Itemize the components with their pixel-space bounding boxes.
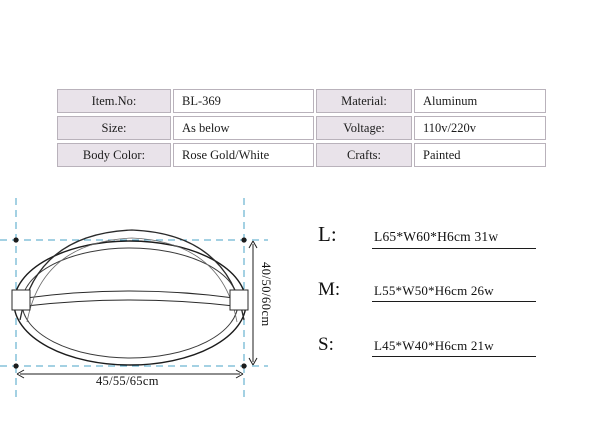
item-no-value: BL-369 [173,89,314,113]
size-options-list [318,222,588,387]
lamp-left-mount [12,290,30,310]
size-option-large [318,222,588,277]
size-small-value: L45*W40*H6cm 21w [374,338,494,353]
voltage-label: Voltage: [316,116,412,140]
product-technical-drawing [0,198,300,398]
size-medium-underline [372,301,536,302]
crafts-value: Painted [414,143,546,167]
material-value: Aluminum [414,89,546,113]
body-color-label: Body Color: [57,143,171,167]
size-medium-value: L55*W50*H6cm 26w [374,283,494,298]
lamp-outer-ellipse [14,241,246,365]
size-small-key: S: [318,334,334,355]
size-large-key: L: [318,222,337,246]
height-dimension-label: 40/50/60cm [259,262,273,327]
size-value: As below [173,116,314,140]
size-small-underline [372,356,536,357]
width-dimension-label: 45/55/65cm [96,374,159,388]
size-label: Size: [57,116,171,140]
size-large-underline [372,248,536,249]
size-option-medium [318,277,588,332]
height-dimension-arrow [249,241,257,365]
size-medium-key: M: [318,279,341,300]
item-no-label: Item.No: [57,89,171,113]
size-large-value: L65*W60*H6cm 31w [374,229,499,244]
material-label: Material: [316,89,412,113]
crafts-label: Crafts: [316,143,412,167]
lamp-right-mount [230,290,248,310]
voltage-value: 110v/220v [414,116,546,140]
body-color-value: Rose Gold/White [173,143,314,167]
table-row [57,143,546,167]
table-row [57,89,546,113]
size-option-small [318,332,588,387]
table-row [57,116,546,140]
specification-table [55,86,548,170]
drawing-svg [0,198,300,398]
